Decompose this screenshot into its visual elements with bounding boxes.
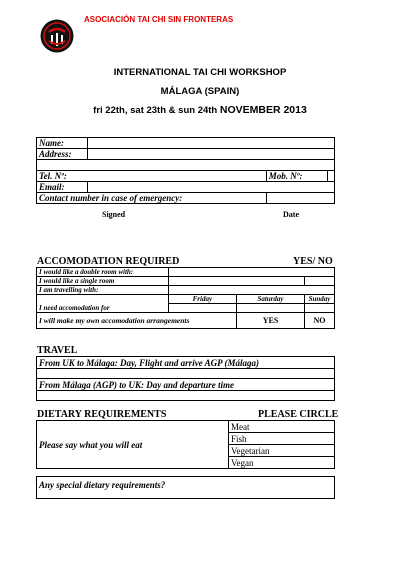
workshop-location: MÁLAGA (SPAIN)	[160, 86, 240, 97]
tel-label: Tel. Nº:	[37, 171, 267, 182]
email-label: Email:	[37, 182, 88, 193]
day-saturday: Saturday	[236, 295, 304, 304]
double-room-label: I would like a double room with:	[37, 268, 169, 277]
dates-days: fri 22th, sat 23th & sun 24th	[93, 105, 220, 116]
workshop-dates	[0, 104, 400, 116]
emergency-contact-label: Contact number in case of emergency:	[37, 193, 267, 204]
own-arrangements-label: I will make my own accomodation arrangements	[37, 313, 237, 329]
day-sunday: Sunday	[305, 295, 335, 304]
special-diet-table	[36, 476, 335, 499]
need-accommodation-label: I need accomodation for	[37, 304, 169, 313]
day-friday: Friday	[168, 295, 236, 304]
address-label: Address:	[37, 149, 88, 160]
name-label: Name:	[37, 138, 88, 149]
travelling-with-field[interactable]	[168, 286, 334, 295]
eat-prompt-label: Please say what you will eat	[37, 421, 229, 469]
date-label: Date	[283, 210, 299, 219]
please-circle-heading: PLEASE CIRCLE	[258, 409, 339, 420]
personal-details-table	[36, 137, 335, 204]
name-field[interactable]	[88, 138, 335, 149]
uk-to-malaga-label: From UK to Málaga: Day, Flight and arrive AGP (Málaga)	[37, 357, 335, 369]
travel-heading: TRAVEL	[37, 345, 78, 356]
email-field[interactable]	[88, 182, 335, 193]
malaga-to-uk-label: From Málaga (AGP) to UK: Day and departure time	[37, 379, 335, 391]
dietary-table	[36, 420, 335, 469]
signed-label: Signed	[102, 210, 126, 219]
single-room-label: I would like a single room	[37, 277, 169, 286]
travelling-with-label: I am travelling with:	[37, 286, 169, 295]
travel-table	[36, 356, 335, 401]
own-arrangements-no[interactable]: NO	[305, 313, 335, 329]
need-friday-cell[interactable]	[168, 304, 236, 313]
dates-month: NOVEMBER 2013	[219, 104, 307, 116]
mob-label: Mob. Nº:	[266, 171, 327, 182]
malaga-to-uk-field[interactable]	[37, 391, 335, 401]
association-logo	[40, 19, 74, 53]
emergency-contact-field[interactable]	[266, 193, 334, 204]
organization-name: ASOCIACIÓN TAI CHI SIN FRONTERAS	[84, 15, 234, 24]
mob-field[interactable]	[327, 171, 334, 182]
accommodation-heading: ACCOMODATION REQUIRED	[37, 256, 180, 267]
yes-no-heading: YES/ NO	[293, 256, 333, 267]
double-room-field[interactable]	[168, 268, 334, 277]
diet-option-fish[interactable]: Fish	[229, 433, 335, 445]
workshop-title: INTERNATIONAL TAI CHI WORKSHOP	[113, 67, 287, 78]
single-room-field[interactable]	[168, 277, 304, 286]
accommodation-table	[36, 267, 335, 329]
dietary-heading: DIETARY REQUIREMENTS	[37, 409, 167, 420]
uk-to-malaga-field[interactable]	[37, 369, 335, 379]
diet-option-meat[interactable]: Meat	[229, 421, 335, 433]
address-field[interactable]	[88, 149, 335, 160]
days-spacer	[37, 295, 169, 304]
need-saturday-cell[interactable]	[236, 304, 304, 313]
need-sunday-cell[interactable]	[305, 304, 335, 313]
special-diet-field[interactable]: Any special dietary requirements?	[37, 477, 335, 499]
diet-option-vegetarian[interactable]: Vegetarian	[229, 445, 335, 457]
own-arrangements-yes[interactable]: YES	[236, 313, 304, 329]
address-field-line-2[interactable]	[37, 160, 335, 171]
diet-option-vegan[interactable]: Vegan	[229, 457, 335, 469]
single-room-checkbox[interactable]	[305, 277, 335, 286]
